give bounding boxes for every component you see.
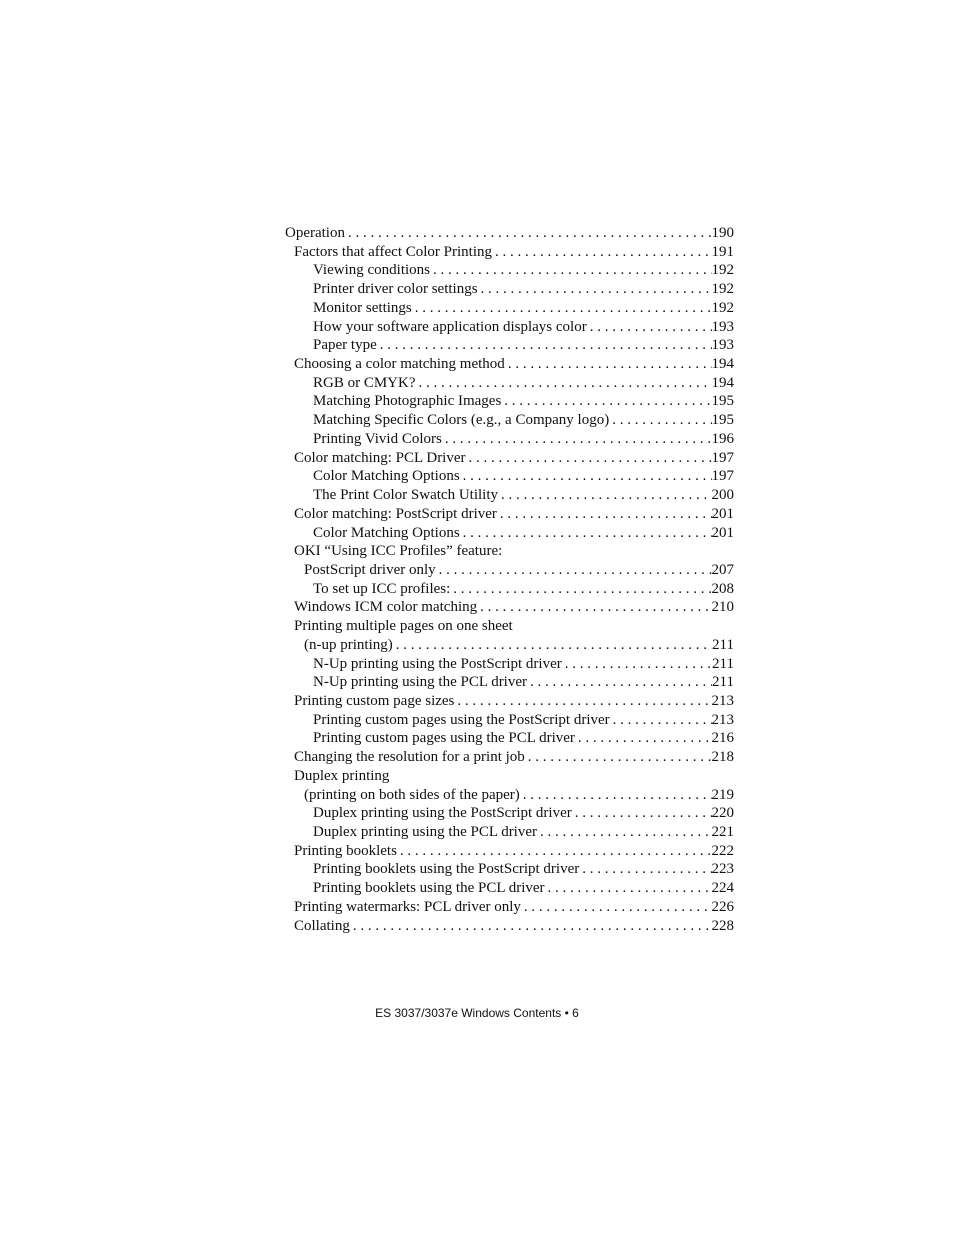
dot-leader [505, 355, 712, 374]
toc-entry-page: 196 [711, 430, 734, 447]
toc-entry-label: Collating [294, 917, 350, 934]
toc-entry-label: Color matching: PostScript driver [294, 505, 497, 522]
dot-leader [527, 673, 712, 692]
toc-entry[interactable] [285, 299, 734, 318]
toc-entry-label: Printing watermarks: PCL driver only [294, 898, 521, 915]
toc-entry[interactable] [285, 430, 734, 449]
toc-entry[interactable] [285, 411, 734, 430]
toc-entry[interactable] [285, 561, 734, 580]
toc-entry-page: 190 [711, 225, 734, 241]
toc-entry-page: 224 [711, 880, 734, 897]
dot-leader [397, 842, 712, 861]
toc-entry-label: Duplex printing [294, 767, 390, 784]
toc-entry[interactable] [285, 392, 734, 411]
toc-entry-label: Printing custom page sizes [294, 692, 455, 709]
toc-entry[interactable] [285, 711, 734, 730]
dot-leader [609, 411, 711, 430]
dot-leader [412, 299, 712, 318]
toc-entry-label: Printing custom pages using the PostScript driver [313, 711, 610, 728]
toc-entry-page: 220 [711, 805, 734, 822]
dot-leader [478, 280, 712, 299]
toc-entry-page: 192 [711, 299, 734, 316]
toc-entry[interactable] [285, 898, 734, 917]
toc-entry-page: 226 [711, 898, 734, 915]
toc-entry[interactable] [285, 467, 734, 486]
toc-entry-label: Printing multiple pages on one sheet [294, 618, 513, 635]
toc-entry-page: 211 [712, 655, 734, 672]
toc-entry-label: Monitor settings [313, 299, 412, 316]
toc-entry-page: 192 [711, 281, 734, 298]
toc-entry[interactable] [285, 786, 734, 805]
toc-entry-page: 222 [711, 842, 734, 859]
dot-leader [466, 449, 712, 468]
toc-entry[interactable] [285, 336, 734, 355]
toc-entry-label: To set up ICC profiles: [313, 580, 451, 597]
toc-entry-page: 201 [711, 505, 734, 522]
toc-entry[interactable] [285, 261, 734, 280]
toc-entry-page: 213 [711, 711, 734, 728]
toc-entry-label: Printing custom pages using the PCL driver [313, 730, 575, 747]
toc-entry-page: 197 [711, 468, 734, 485]
dot-leader [430, 261, 711, 280]
toc-entry-label: Windows ICM color matching [294, 599, 478, 616]
toc-entry-page: 208 [711, 580, 734, 597]
toc-entry[interactable] [285, 692, 734, 711]
toc-entry-label: (printing on both sides of the paper) [304, 786, 520, 803]
toc-entry-label: Matching Specific Colors (e.g., a Company logo) [313, 412, 610, 429]
dot-leader [610, 711, 712, 730]
dot-leader [477, 598, 711, 617]
dot-leader [492, 243, 711, 262]
toc-entry[interactable] [285, 804, 734, 823]
toc-entry-page: 195 [711, 393, 734, 410]
toc-entry-page: 207 [711, 561, 734, 578]
toc-entry[interactable] [285, 243, 734, 262]
toc-entry[interactable] [285, 280, 734, 299]
toc-entry-page: 194 [711, 356, 734, 373]
dot-leader [562, 655, 712, 674]
toc-entry-page: 201 [711, 524, 734, 541]
dot-leader [442, 430, 712, 449]
toc-entry-page: 193 [711, 337, 734, 354]
toc-entry-label: Color matching: PCL Driver [294, 449, 466, 466]
toc-entry[interactable] [285, 842, 734, 861]
dot-leader [587, 318, 712, 337]
toc-entry-label: PostScript driver only [304, 561, 436, 578]
toc-entry[interactable] [285, 374, 734, 393]
dot-leader [572, 804, 712, 823]
toc-entry-page: 195 [711, 412, 734, 429]
toc-entry-page: 193 [711, 318, 734, 335]
toc-entry-page: 210 [711, 599, 734, 616]
dot-leader [460, 467, 712, 486]
dot-leader [497, 505, 712, 524]
page-footer: ES 3037/3037e Windows Contents • 6 [375, 1006, 579, 1020]
toc-entry-page: 228 [711, 917, 734, 934]
toc-entry-label: Color Matching Options [313, 468, 460, 485]
dot-leader [501, 392, 711, 411]
dot-leader [545, 879, 712, 898]
toc-entry-page: 221 [711, 824, 734, 840]
toc-entry-heading [285, 542, 734, 561]
toc-entry-label: The Print Color Swatch Utility [313, 487, 498, 504]
toc-entry-label: Color Matching Options [313, 524, 460, 541]
toc-entry-label: Printer driver color settings [313, 281, 478, 298]
toc-entry[interactable] [285, 860, 734, 879]
toc-entry[interactable] [285, 823, 734, 842]
toc-entry[interactable] [285, 449, 734, 468]
dot-leader [498, 486, 712, 505]
toc-entry[interactable] [285, 318, 734, 337]
toc-entry-label: N-Up printing using the PCL driver [313, 674, 528, 691]
toc-entry-page: 223 [711, 861, 734, 878]
dot-leader [579, 860, 711, 879]
toc-entry-label: Operation [285, 225, 345, 241]
toc-entry-heading [285, 767, 734, 786]
dot-leader [520, 786, 712, 805]
dot-leader [454, 692, 711, 711]
toc-entry-page: 218 [711, 749, 734, 766]
toc-entry[interactable] [285, 524, 734, 543]
toc-entry-label: How your software application displays color [313, 318, 587, 335]
toc-entry-label: Changing the resolution for a print job [294, 749, 525, 766]
toc-entry-page: 194 [711, 374, 734, 391]
dot-leader [525, 748, 712, 767]
toc-entry[interactable] [285, 598, 734, 617]
toc-entry[interactable] [285, 729, 734, 748]
dot-leader [393, 636, 712, 655]
toc-entry-page: 192 [711, 262, 734, 279]
toc-entry[interactable] [285, 486, 734, 505]
toc-entry-page: 211 [712, 636, 734, 653]
dot-leader [450, 580, 711, 599]
toc-entry-label: Choosing a color matching method [294, 356, 505, 373]
toc-entry[interactable] [285, 224, 734, 243]
toc-entry-page: 191 [711, 243, 734, 260]
dot-leader [350, 917, 712, 936]
toc-entry-page: 219 [711, 786, 734, 803]
toc-entry-label: Duplex printing using the PostScript driver [313, 805, 572, 822]
toc-entry-label: RGB or CMYK? [313, 374, 416, 391]
toc-entry[interactable] [285, 748, 734, 767]
dot-leader [345, 224, 712, 243]
dot-leader [575, 729, 712, 748]
toc-entry-label: Printing booklets using the PCL driver [313, 880, 545, 897]
toc-entry-page: 211 [712, 674, 734, 691]
toc-entry-label: Duplex printing using the PCL driver [313, 824, 538, 840]
toc-entry-label: OKI “Using ICC Profiles” feature: [294, 543, 503, 560]
table-of-contents [285, 224, 734, 935]
toc-entry-label: Viewing conditions [313, 262, 431, 279]
toc-entry-label: Printing booklets [294, 842, 397, 859]
dot-leader [537, 823, 711, 842]
dot-leader [521, 898, 712, 917]
toc-entry[interactable] [285, 917, 734, 936]
toc-entry-label: N-Up printing using the PostScript driver [313, 655, 562, 672]
toc-entry-label: Factors that affect Color Printing [294, 243, 493, 260]
toc-entry-page: 216 [711, 730, 734, 747]
dot-leader [460, 524, 712, 543]
toc-entry[interactable] [285, 505, 734, 524]
toc-entry[interactable] [285, 879, 734, 898]
dot-leader [436, 561, 712, 580]
toc-entry-label: (n-up printing) [304, 636, 393, 653]
toc-entry-page: 200 [711, 487, 734, 504]
toc-entry[interactable] [285, 655, 734, 674]
toc-entry[interactable] [285, 355, 734, 374]
dot-leader [377, 336, 712, 355]
toc-entry[interactable] [285, 580, 734, 599]
dot-leader [416, 374, 712, 393]
toc-entry-label: Paper type [313, 337, 377, 354]
toc-entry-page: 213 [711, 692, 734, 709]
toc-entry-heading [285, 617, 734, 636]
toc-entry[interactable] [285, 636, 734, 655]
toc-entry[interactable] [285, 673, 734, 692]
toc-entry-label: Printing booklets using the PostScript driver [313, 861, 580, 878]
toc-entry-label: Matching Photographic Images [313, 393, 502, 410]
toc-entry-page: 197 [711, 449, 734, 466]
toc-entry-label: Printing Vivid Colors [313, 430, 442, 447]
